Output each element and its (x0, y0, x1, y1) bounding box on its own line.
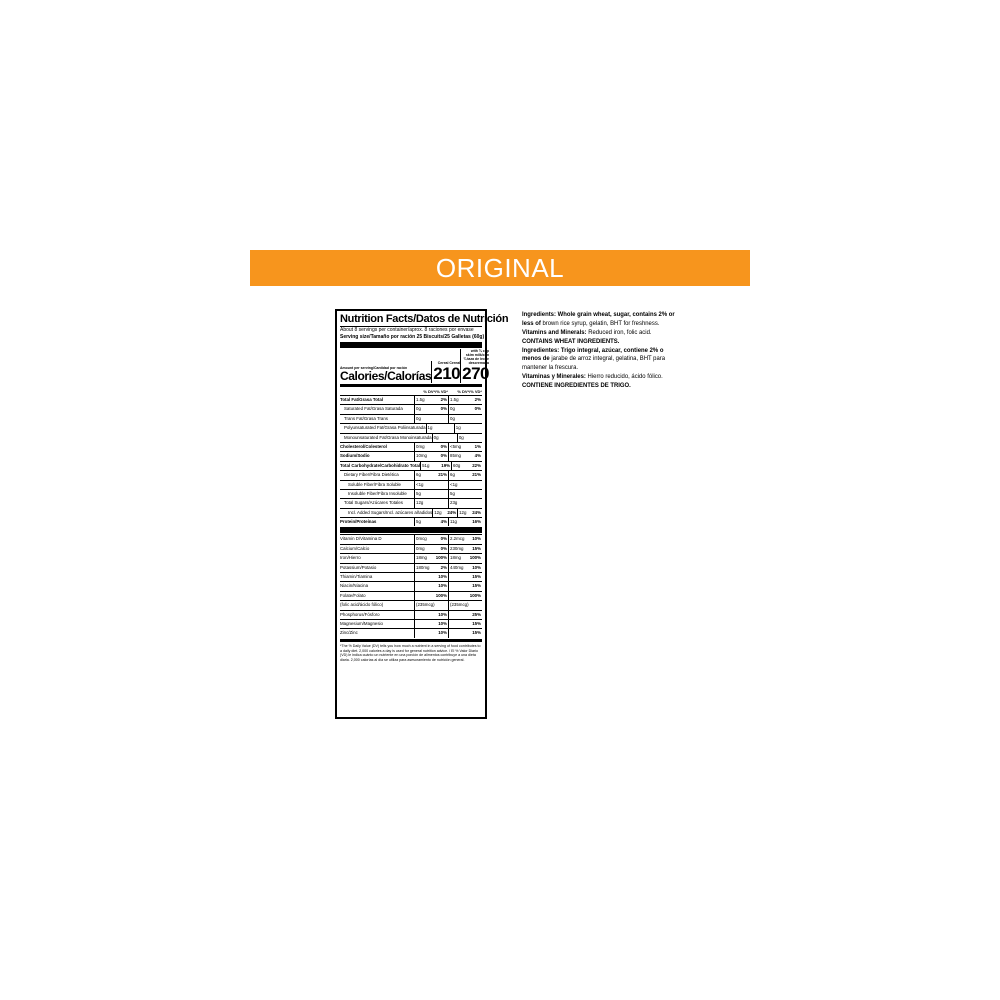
nutrition-facts-panel (335, 309, 509, 719)
banner-title: ORIGINAL (435, 252, 565, 283)
nutrient-row: Total Fat/Grasa Total 1.5g 2% 1.5g 2% (340, 395, 482, 404)
nutrient-row: Sodium/Sodio 10mg 0% 85mg 4% (340, 451, 482, 460)
nutrient-row: Total Carbohydrate/Carbohidrato Total 51g 19% 60g 22% (340, 461, 482, 470)
vitamins-english: Vitamins and Minerals: Reduced iron, folic acid. (522, 328, 652, 336)
calories-block (340, 349, 489, 383)
vitamin-row: Folate/Folato 100% 100% (340, 591, 482, 600)
nutrient-row: Monounsaturated Fat/Grasa Monoinsaturada 0g 0g (340, 433, 482, 442)
vitamin-row: Thiamin/Tiamina 10% 15% (340, 572, 482, 581)
daily-value-header: % DV*/% VD* % DV*/% VD* (423, 389, 482, 394)
vitamin-row: Vitamin D/Vitamina D 0mcg 0% 2.2mcg 10% (340, 534, 482, 543)
vitamin-row: Phosphorus/Fósforo 10% 25% (340, 610, 482, 619)
nutrient-row: Trans Fat/Grasa Trans 0g 0g (340, 414, 482, 423)
serving-size: Serving size/Tamaño por ración 25 Biscuits/25 Galletas (60g) (340, 334, 485, 340)
allergen-spanish: CONTIENE INGREDIENTES DE TRIGO. (522, 382, 631, 390)
allergen-english: CONTAINS WHEAT INGREDIENTS. (522, 337, 620, 345)
vitamin-row: Niacin/Niacina 10% 15% (340, 581, 482, 590)
calories-with-milk: 270 (462, 364, 489, 383)
nutrient-row: Incl. Added Sugars/Incl. azúcares añadidos 12g 24% 12g 24% (340, 508, 482, 517)
vitamin-row: Potassium/Potasio 180mg 2% 440mg 10% (340, 563, 482, 572)
ingredients-panel (522, 311, 684, 391)
nutrient-rows (340, 395, 482, 526)
vitamin-rows (340, 534, 482, 637)
column-head-cereal: Cereal Cereal (437, 361, 461, 365)
vitamin-row: Zinc/Zinc 10% 15% (340, 628, 482, 637)
calories-cereal: 210 (433, 364, 461, 383)
calories-label: Calories/Calorías (340, 369, 432, 383)
servings-per-container: About 8 servings per container/aprox. 8 raciones por envase (340, 327, 474, 333)
amount-per-serving: Amount per serving/Cantidad por ración (340, 366, 408, 370)
vitamin-row: Calcium/Calcio 0mg 0% 230mg 15% (340, 544, 482, 553)
nutrition-title: Nutrition Facts/Datos de Nutrición (340, 313, 509, 325)
vitamin-row: Magnesium/Magnesio 10% 15% (340, 619, 482, 628)
nutrient-row: Polyunsaturated Fat/Grasa Poliinsaturada 1g 1g (340, 423, 482, 432)
ingredients-spanish: Ingredientes: Trigo integral, azúcar, contiene 2% o menos de jarabe de arroz integral, gelatina, BHT para mantener la frescura. (522, 346, 666, 372)
nutrient-row: Insoluble Fiber/Fibra Insoluble 5g 5g (340, 489, 482, 498)
nutrient-row: Soluble Fiber/Fibra Soluble <1g <1g (340, 480, 482, 489)
daily-value-footnote: *The % Daily Value (DV) tells you how much a nutrient in a serving of food contributes to a daily diet. 2,000 calories a day is used for general nutrition advice. / El % Valor Diario (VD) le indica cuánto un nutriente en una porción de alimentos contribuye a una dieta diaria. 2,000 calorías al día se utiliza para asesoramiento de nutrición general. (340, 643, 481, 663)
nutrient-row: Saturated Fat/Grasa Saturada 0g 0% 0g 0% (340, 404, 482, 413)
vitamin-row: Iron/Hierro 18mg 100% 18mg 100% (340, 553, 482, 562)
nutrient-row: Protein/Proteínas 5g 4% 11g 16% (340, 517, 482, 526)
column-head-with-milk: with ¾ cup skim milk/con ¾ taza de leche descremada (463, 349, 489, 365)
product-banner (250, 250, 750, 286)
nutrient-row: Cholesterol/Colesterol 0mg 0% <5mg 1% (340, 442, 482, 451)
nutrient-row: Dietary Fiber/Fibra Dietética 6g 21% 6g 21% (340, 470, 482, 479)
nutrient-row: Total Sugars/Azúcares Totales 12g 23g (340, 498, 482, 507)
vitamins-spanish: Vitaminas y Minerales: Hierro reducido, ácido fólico. (522, 373, 663, 381)
ingredients-english: Ingredients: Whole grain wheat, sugar, contains 2% or less of brown rice syrup, gelatin, BHT for freshness. (522, 311, 675, 327)
vitamin-row: (folic acid/ácido fólico) (235mcg) (235mcg) (340, 600, 482, 609)
